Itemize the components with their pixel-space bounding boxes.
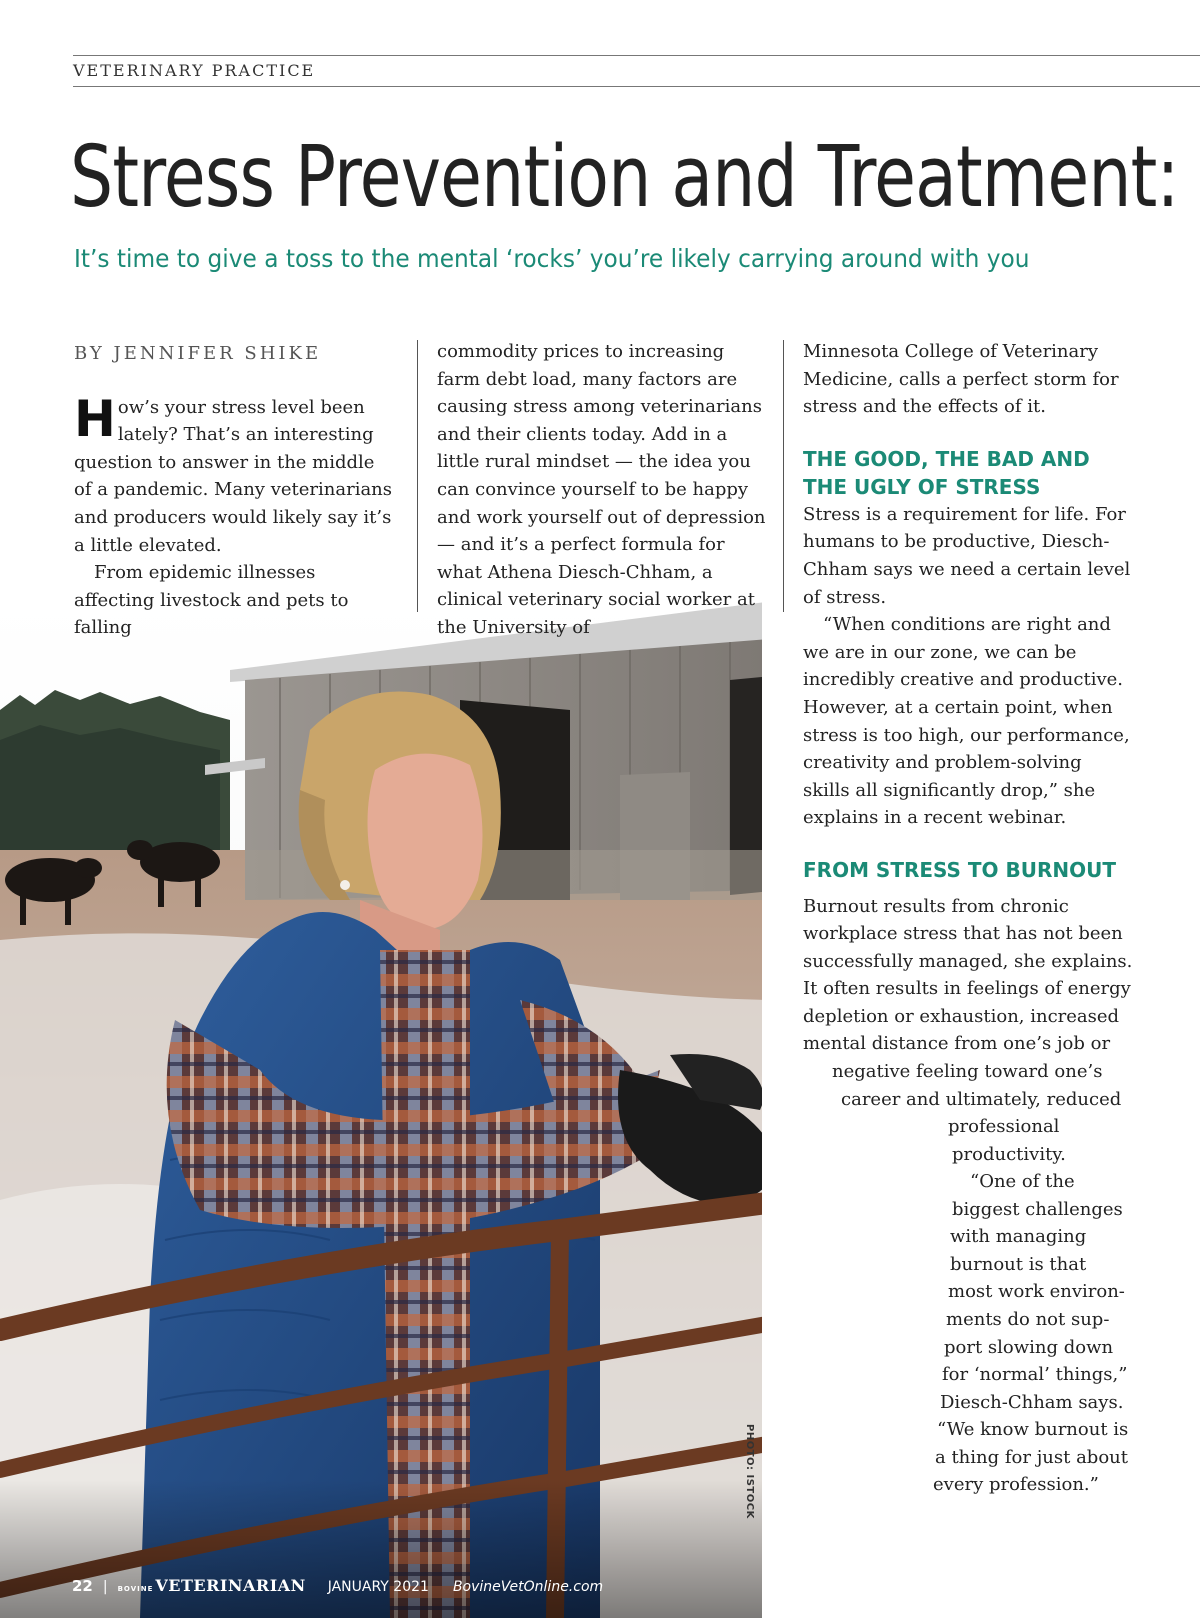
text-line: professional bbox=[948, 1116, 1060, 1137]
text-line: most work environ- bbox=[948, 1281, 1125, 1302]
paragraph-3: commodity prices to increasing farm debt load, many factors are causing stress among veterinarians and their clients today. Add in a little rural mindset — the idea you can convince yourself to be happy and work yourself out of depression — and it’s a perfect formula for what Athena Diesch-Chham, a clinical veterinary social worker at the University of bbox=[437, 341, 766, 638]
subhead-good-bad-ugly: THE GOOD, THE BAD AND THE UGLY OF STRESS bbox=[803, 446, 1090, 499]
text-line: negative feeling toward one’s bbox=[832, 1061, 1103, 1082]
paragraph-4: Minnesota College of Veterinary Medicine, calls a perfect storm for stress and the effects of it. bbox=[803, 341, 1119, 418]
text-line: workplace stress that has not been bbox=[803, 923, 1123, 944]
subhead-stress-to-burnout: FROM STRESS TO BURNOUT bbox=[803, 857, 1117, 882]
text-line: career and ultimately, reduced bbox=[841, 1089, 1122, 1110]
paragraph-5: Stress is a requirement for life. For humans to be productive, Diesch-Chham says we need a certain level of stress. bbox=[803, 503, 1131, 608]
page-footer bbox=[72, 1576, 603, 1595]
page-number: 22 bbox=[72, 1577, 93, 1595]
header-rule-top bbox=[73, 55, 1200, 56]
magazine-logo bbox=[118, 1576, 306, 1595]
byline: BY JENNIFER SHIKE bbox=[74, 343, 322, 364]
text-line: Diesch-Chham says. bbox=[940, 1392, 1124, 1413]
lead-paragraph bbox=[74, 389, 394, 560]
photo-credit: PHOTO: ISTOCK bbox=[744, 1424, 755, 1519]
drop-cap: H bbox=[74, 389, 116, 448]
footer-separator: | bbox=[102, 1579, 108, 1595]
text-line: “We know burnout is bbox=[937, 1419, 1129, 1440]
article-subhead: It’s time to give a toss to the mental ‘rocks’ you’re likely carrying around with you bbox=[74, 244, 1030, 273]
text-line: biggest challenges bbox=[952, 1199, 1123, 1220]
issue-date: JANUARY 2021 bbox=[327, 1579, 429, 1595]
article-column-3 bbox=[803, 338, 1133, 884]
website-url: BovineVetOnline.com bbox=[452, 1579, 604, 1595]
magazine-logo-text: VETERINARIAN bbox=[155, 1576, 306, 1595]
article-column-1 bbox=[74, 340, 394, 642]
section-label: VETERINARY PRACTICE bbox=[73, 61, 316, 80]
text-line: every profession.” bbox=[933, 1474, 1099, 1495]
text-line: “One of the bbox=[970, 1171, 1075, 1192]
column-divider-1 bbox=[417, 340, 418, 612]
text-line: ments do not sup- bbox=[946, 1309, 1110, 1330]
text-line: with managing bbox=[950, 1226, 1087, 1247]
paragraph-6: “When conditions are right and we are in our zone, we can be incredibly creative and productive. However, at a certain point, when stress is too high, our performance, creativity and problem-solving skills all significantly drop,” she explains in a recent webinar. bbox=[803, 614, 1130, 829]
woman-leaning-on-farm-gate-photo bbox=[0, 600, 782, 1618]
paragraph-2: From epidemic illnesses affecting livestock and pets to falling bbox=[74, 562, 349, 639]
text-line: a thing for just about bbox=[935, 1447, 1128, 1468]
text-line: burnout is that bbox=[950, 1254, 1087, 1275]
column-divider-2 bbox=[783, 340, 784, 612]
text-line: depletion or exhaustion, increased bbox=[803, 1006, 1120, 1027]
article-column-2 bbox=[437, 338, 767, 642]
text-line: productivity. bbox=[952, 1144, 1066, 1165]
article-headline: Stress Prevention and Treatment: bbox=[70, 128, 1179, 227]
text-line: It often results in feelings of energy bbox=[803, 978, 1131, 999]
lead-paragraph-text: ow’s your stress level been lately? That’s an interesting question to answer in the middle of a pandemic. Many veterinarians and producers would likely say it’s a little elevated. bbox=[74, 396, 393, 556]
text-line: port slowing down bbox=[944, 1337, 1114, 1358]
magazine-logo-small: BOVINE bbox=[117, 1585, 154, 1593]
text-line: Burnout results from chronic bbox=[803, 896, 1069, 917]
text-line: mental distance from one’s job or bbox=[803, 1033, 1111, 1054]
text-line: successfully managed, she explains. bbox=[803, 951, 1133, 972]
text-line: for ‘normal’ things,” bbox=[942, 1364, 1128, 1385]
header-rule-bottom bbox=[73, 86, 1200, 87]
